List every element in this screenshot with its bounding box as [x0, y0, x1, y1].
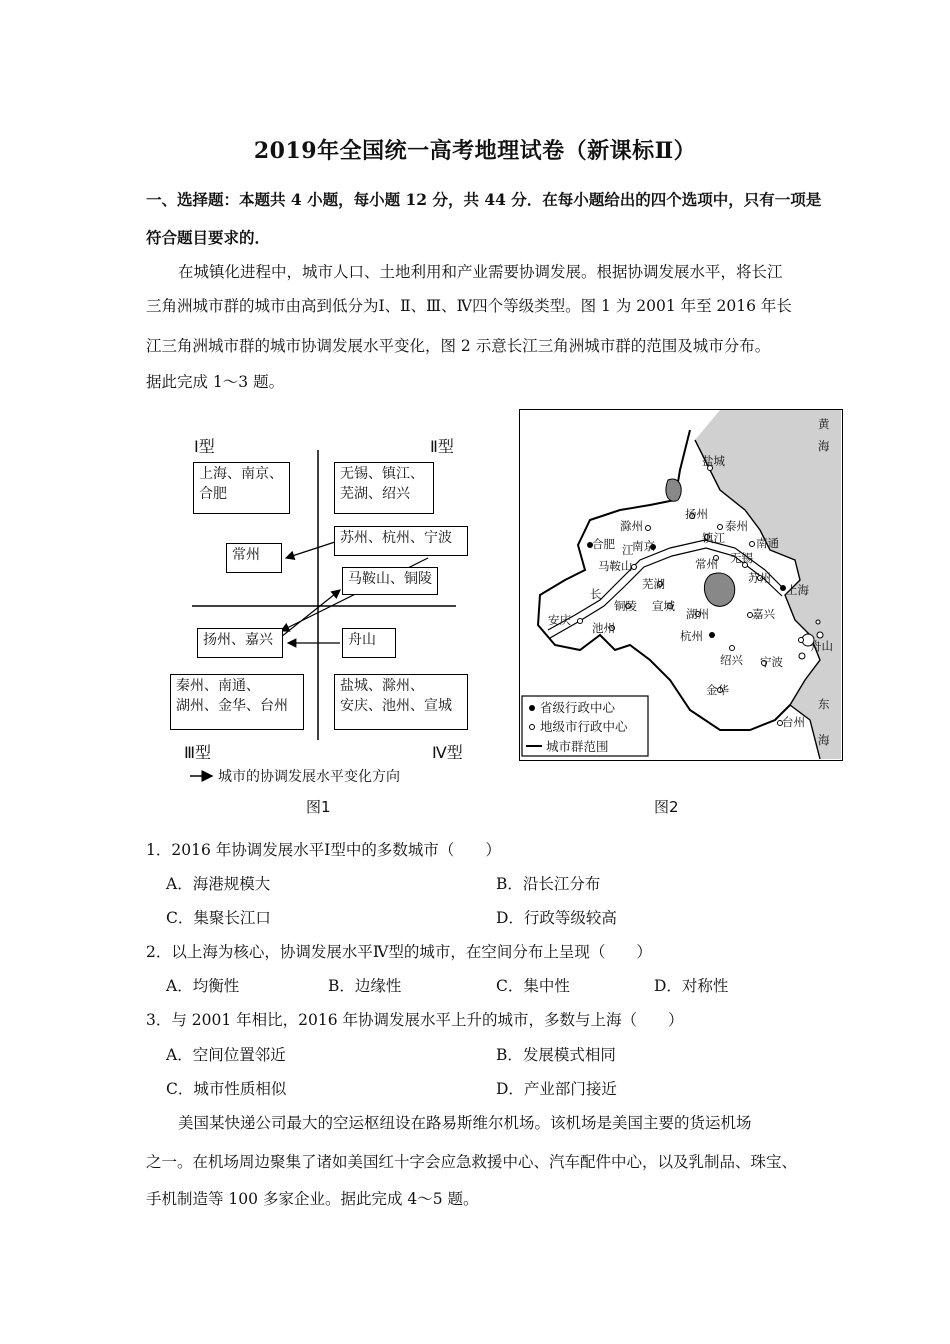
city-hangzhou: 杭州 [680, 629, 703, 643]
box-suzhou-hangzhou-ningbo: 苏州、杭州、宁波 [334, 526, 468, 556]
figure1 [160, 420, 480, 820]
q3-option-a: A．空间位置邻近 [166, 1046, 286, 1064]
map-drawing [520, 410, 841, 759]
passage1-line1: 在城镇化进程中，城市人口、土地利用和产业需要协调发展。根据协调发展水平，将长江 [178, 263, 783, 281]
box-type3-cities: 秦州、南通、 湖州、金华、台州 [170, 674, 304, 730]
city-changzhou: 常州 [695, 557, 718, 571]
sea-huang-1: 黄 [818, 417, 830, 431]
passage2-line2: 之一。在机场周边聚集了诸如美国红十字会应急救援中心、汽车配件中心，以及乳制品、珠宝、 [146, 1153, 798, 1171]
city-nantong: 南通 [756, 536, 779, 550]
city-jiaxing: 嘉兴 [752, 607, 775, 621]
city-hefei: 合肥 [592, 537, 615, 551]
question3-stem: 3．与 2001 年相比，2016 年协调发展水平上升的城市，多数与上海（ ） [146, 1011, 684, 1029]
box-type2-cities: 无锡、镇江、 芜湖、绍兴 [334, 462, 434, 514]
sea-huang-2: 海 [818, 439, 830, 453]
page-title: 2019年全国统一高考地理试卷（新课标Ⅱ） [253, 138, 697, 164]
city-taizhou-zj: 台州 [782, 715, 805, 729]
legend-range: 城市群范围 [546, 739, 609, 754]
question2-stem: 2．以上海为核心，协调发展水平Ⅳ型的城市，在空间分布上呈现（ ） [146, 943, 652, 961]
city-zhenjiang: 镇江 [702, 531, 725, 545]
city-wuhu: 芜湖 [642, 577, 665, 591]
q2-option-c: C．集中性 [496, 977, 570, 995]
q2-option-b: B．边缘性 [328, 977, 402, 995]
passage1-line3: 江三角洲城市群的城市协调发展水平变化，图 2 示意长江三角洲城市群的范围及城市分布。 [146, 337, 771, 355]
sea-dong-2: 海 [818, 733, 830, 747]
section-heading-line2: 符合题目要求的． [146, 228, 271, 247]
q2-option-a: A．均衡性 [166, 977, 240, 995]
city-jinhua: 金华 [706, 683, 729, 697]
box-yangzhou-jiaxing: 扬州、嘉兴 [197, 628, 283, 658]
city-maanshan: 马鞍山 [598, 559, 633, 573]
type1-label: Ⅰ型 [194, 437, 215, 456]
city-shaoxing: 绍兴 [720, 653, 743, 667]
q1-option-c: C．集聚长江口 [166, 909, 271, 927]
city-xuancheng: 宣城 [652, 599, 675, 613]
type4-label: Ⅳ型 [432, 743, 463, 762]
city-chizhou: 池州 [592, 621, 615, 635]
sea-dong-1: 东 [818, 697, 830, 711]
city-tongling: 铜陵 [614, 599, 637, 613]
passage1-line4: 据此完成 1～3 题。 [146, 373, 285, 391]
city-chuzhou: 滁州 [620, 519, 643, 533]
box-zhoushan: 舟山 [342, 628, 396, 658]
passage1-line2: 三角洲城市群的城市由高到低分为Ⅰ、Ⅱ、Ⅲ、Ⅳ四个等级类型。图 1 为 2001 年至 2016 年长 [146, 297, 792, 315]
figure2-map [519, 409, 843, 761]
type2-label: Ⅱ型 [430, 437, 454, 456]
figure1-caption: 图1 [306, 798, 331, 816]
figure1-legend: 城市的协调发展水平变化方向 [218, 769, 400, 785]
city-anqing: 安庆 [548, 613, 571, 627]
figure2-caption: 图2 [654, 798, 679, 816]
q2-option-d: D．对称性 [654, 977, 729, 995]
city-nanjing: 南京 [632, 539, 655, 553]
q3-option-b: B．发展模式相同 [496, 1046, 616, 1064]
city-taizhou-js: 泰州 [725, 519, 748, 533]
question1-stem: 1．2016 年协调发展水平Ⅰ型中的多数城市（ ） [146, 841, 501, 859]
box-type1-cities: 上海、南京、 合肥 [193, 462, 290, 514]
city-suzhou: 苏州 [748, 571, 771, 585]
section-heading-line1: 一、选择题：本题共 4 小题，每小题 12 分，共 44 分．在每小题给出的四个选项中，只有一项是 [146, 190, 822, 209]
city-wuxi: 无锡 [730, 551, 753, 565]
q3-option-d: D．产业部门接近 [496, 1080, 617, 1098]
q1-option-d: D．行政等级较高 [496, 909, 617, 927]
box-changzhou: 常州 [226, 543, 282, 573]
passage2-line3: 手机制造等 100 多家企业。据此完成 4～5 题。 [146, 1190, 479, 1208]
q1-option-b: B．沿长江分布 [496, 875, 601, 893]
box-maanshan-tongling: 马鞍山、铜陵 [342, 567, 438, 595]
legend-provincial: 省级行政中心 [540, 700, 616, 715]
river-label-chang: 长 [590, 587, 602, 601]
legend-prefecture: 地级市行政中心 [540, 719, 628, 734]
city-yancheng: 盐城 [702, 454, 725, 468]
type3-label: Ⅲ型 [184, 743, 212, 762]
city-yangzhou: 扬州 [685, 507, 708, 521]
city-huzhou: 湖州 [686, 607, 709, 621]
box-type4-cities: 盐城、滁州、 安庆、池州、宣城 [334, 674, 468, 730]
city-zhoushan: 舟山 [810, 639, 833, 653]
city-ningbo: 宁波 [760, 655, 783, 669]
city-shanghai: 上海 [786, 583, 809, 597]
passage2-line1: 美国某快递公司最大的空运枢纽设在路易斯维尔机场。该机场是美国主要的货运机场 [178, 1114, 752, 1132]
q1-option-a: A．海港规模大 [166, 875, 271, 893]
q3-option-c: C．城市性质相似 [166, 1080, 287, 1098]
river-label-jiang: 江 [622, 543, 634, 557]
